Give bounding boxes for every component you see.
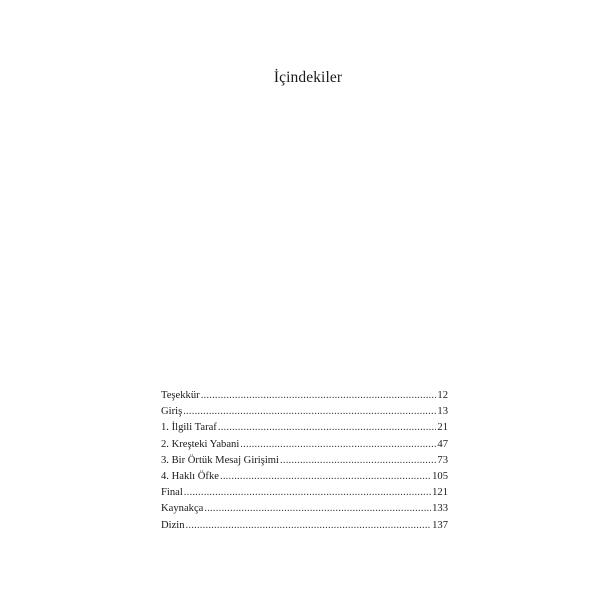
toc-entry-page: 73 [437, 454, 448, 466]
toc-entry [161, 518, 448, 534]
toc-entry-page: 137 [432, 519, 448, 531]
toc-dot-leader [204, 501, 431, 517]
toc-entry-page: 47 [437, 438, 448, 450]
toc-entry-label: 3. Bir Örtük Mesaj Girişimi [161, 454, 279, 466]
toc-dot-leader [220, 469, 431, 485]
toc-entry-page: 121 [432, 487, 448, 499]
toc-entry-page: 13 [437, 406, 448, 418]
toc-dot-leader [240, 437, 436, 453]
toc-entry [161, 420, 448, 436]
toc-dot-leader [201, 388, 437, 404]
toc-entry-page: 21 [437, 422, 448, 434]
toc-entry-page: 105 [432, 470, 448, 482]
toc-entry [161, 388, 448, 404]
toc-list [161, 388, 448, 534]
toc-dot-leader [184, 485, 431, 501]
toc-entry-label: 4. Haklı Öfke [161, 470, 219, 482]
toc-entry-label: Final [161, 487, 183, 499]
toc-entry-label: Dizin [161, 519, 185, 531]
toc-entry [161, 501, 448, 517]
toc-dot-leader [183, 404, 436, 420]
toc-entry [161, 437, 448, 453]
toc-dot-leader [218, 420, 437, 436]
toc-entry [161, 453, 448, 469]
toc-dot-leader [186, 518, 432, 534]
toc-entry-page: 133 [432, 503, 448, 515]
toc-entry-label: 2. Kreşteki Yabani [161, 438, 240, 450]
toc-title: İçindekiler [273, 69, 343, 86]
toc-entry-label: Giriş [161, 406, 183, 418]
toc-dot-leader [280, 453, 436, 469]
toc-entry [161, 485, 448, 501]
toc-entry-label: Kaynakça [161, 503, 204, 515]
toc-entry [161, 404, 448, 420]
toc-entry [161, 469, 448, 485]
toc-entry-label: 1. İlgili Taraf [161, 422, 217, 434]
toc-entry-page: 12 [437, 390, 448, 401]
toc-entry-label: Teşekkür [161, 390, 200, 401]
